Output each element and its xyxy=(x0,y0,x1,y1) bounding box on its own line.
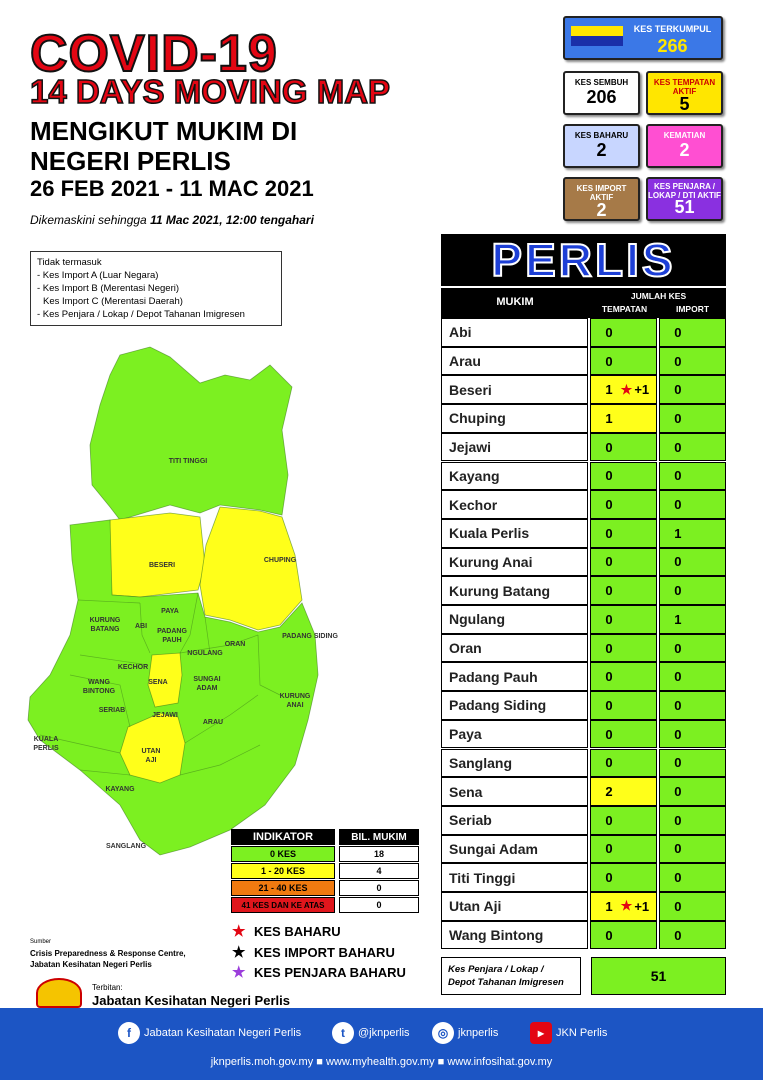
indicator-header-col2: BIL. MUKIM xyxy=(339,829,419,845)
map-label-kurung-anai-2: ANAI xyxy=(286,702,304,709)
stat-label: KES BAHARU xyxy=(574,131,629,140)
title-moving-map: 14 DAYS MOVING MAP xyxy=(30,73,391,110)
map-label-kurung-anai-1: KURUNG xyxy=(279,693,311,700)
col-mukim: MUKIM xyxy=(496,296,534,308)
indicator-header xyxy=(231,829,419,845)
mukim-name: Titi Tinggi xyxy=(441,863,588,892)
tempatan-value: 1 xyxy=(605,410,613,426)
import-cell: 1 xyxy=(659,605,726,634)
tempatan-cell xyxy=(590,720,657,749)
stat-value: 51 xyxy=(674,197,695,217)
tempatan-value: 0 xyxy=(605,755,613,771)
source-label: Sumber xyxy=(30,939,52,945)
title-covid: COVID-19 xyxy=(30,25,278,83)
tempatan-value: 0 xyxy=(605,669,613,685)
table-row xyxy=(441,490,726,519)
date-range: 26 FEB 2021 - 11 MAC 2021 xyxy=(30,176,314,201)
map-label-titi-tinggi: TITI TINGGI xyxy=(168,458,208,465)
indicator-row xyxy=(231,880,419,896)
stat-kes-baharu xyxy=(563,124,640,168)
exclusion-item: - Kes Penjara / Lokap / Depot Tahanan Imigresen xyxy=(37,309,245,320)
youtube-icon: ▶ xyxy=(530,1022,552,1044)
new-case-value: +1 xyxy=(634,898,650,914)
mukim-name: Utan Aji xyxy=(441,892,588,921)
import-cell: 0 xyxy=(659,462,726,491)
map-label-padang-siding: PADANG SIDING xyxy=(282,633,338,640)
exclusion-item: Kes Import C (Merentasi Daerah) xyxy=(43,296,183,307)
table-row xyxy=(441,375,726,404)
source-line1: Crisis Preparedness & Response Centre, xyxy=(30,949,186,958)
map-label-chuping: CHUPING xyxy=(263,557,297,564)
subtitle-line1: MENGIKUT MUKIM DI xyxy=(30,116,298,146)
map-label-arau: ARAU xyxy=(202,719,224,726)
tempatan-cell xyxy=(590,777,657,806)
import-cell: 0 xyxy=(659,720,726,749)
published-label: Terbitan: xyxy=(92,983,123,992)
table-row xyxy=(441,605,726,634)
legend-label: KES IMPORT BAHARU xyxy=(254,944,395,960)
stat-label: KES TEMPATAN AKTIF xyxy=(653,78,716,96)
flag-stripe-yellow xyxy=(571,26,623,36)
footer-instagram[interactable] xyxy=(432,1022,498,1044)
mukim-name: Sungai Adam xyxy=(441,835,588,864)
tempatan-value: 2 xyxy=(605,784,613,800)
map-label-oran: ORAN xyxy=(224,641,246,648)
tempatan-cell xyxy=(590,404,657,433)
mukim-name: Jejawi xyxy=(441,433,588,462)
mukim-name: Beseri xyxy=(441,375,588,404)
footer-youtube[interactable] xyxy=(530,1022,607,1044)
legend-label: KES BAHARU xyxy=(254,923,341,939)
map-region-beseri xyxy=(108,513,205,597)
stat-kes-import-aktif xyxy=(563,177,640,221)
source-block xyxy=(30,937,186,970)
star-icon: ★ xyxy=(232,944,246,961)
table-row xyxy=(441,662,726,691)
star-icon: ★ xyxy=(232,923,246,940)
tempatan-cell xyxy=(590,375,657,404)
tempatan-cell xyxy=(590,576,657,605)
map-label-seriab: SERIAB xyxy=(98,707,126,714)
source-line2: Jabatan Kesihatan Negeri Perlis xyxy=(30,960,152,969)
table-row xyxy=(441,433,726,462)
import-cell: 0 xyxy=(659,863,726,892)
mukim-name: Paya xyxy=(441,720,588,749)
import-cell: 0 xyxy=(659,835,726,864)
import-cell: 1 xyxy=(659,519,726,548)
tempatan-value: 0 xyxy=(605,611,613,627)
mukim-name: Wang Bintong xyxy=(441,921,588,950)
state-crest-icon xyxy=(36,978,82,1008)
stat-value: 206 xyxy=(586,87,617,107)
perlis-map xyxy=(20,335,380,875)
mukim-name: Kechor xyxy=(441,490,588,519)
map-label-sanglang: SANGLANG xyxy=(105,843,147,850)
tempatan-cell xyxy=(590,806,657,835)
state-name: PERLIS xyxy=(491,234,676,286)
penjara-label-2: Depot Tahanan Imigresen xyxy=(448,977,564,988)
published-by: Jabatan Kesihatan Negeri Perlis xyxy=(92,993,290,1008)
indicator-count: 0 xyxy=(339,880,419,896)
mukim-name: Padang Pauh xyxy=(441,662,588,691)
tempatan-value: 0 xyxy=(605,324,613,340)
table-row xyxy=(441,806,726,835)
table-row xyxy=(441,519,726,548)
flag-stripe-blue xyxy=(571,36,623,46)
legend-kes-import-baharu xyxy=(232,943,395,961)
star-icon: ★ xyxy=(232,964,246,981)
col-import: IMPORT xyxy=(675,304,710,314)
footer xyxy=(0,1008,763,1080)
map-label-sena: SENA xyxy=(148,679,168,686)
table-row xyxy=(441,892,726,921)
tempatan-cell xyxy=(590,863,657,892)
map-region-chuping xyxy=(200,507,302,630)
import-cell: 0 xyxy=(659,662,726,691)
tempatan-cell xyxy=(590,921,657,950)
stat-kes-penjara xyxy=(646,177,723,221)
tempatan-cell xyxy=(590,835,657,864)
footer-twitter-label: @jknperlis xyxy=(358,1027,410,1039)
tempatan-value: 0 xyxy=(605,640,613,656)
exclusions-box xyxy=(30,251,282,326)
tempatan-cell xyxy=(590,749,657,778)
import-cell: 0 xyxy=(659,375,726,404)
stat-value: 2 xyxy=(679,140,690,160)
table-row xyxy=(441,749,726,778)
table-row xyxy=(441,634,726,663)
import-cell: 0 xyxy=(659,749,726,778)
mukim-name: Sena xyxy=(441,777,588,806)
table-row xyxy=(441,720,726,749)
import-cell: 0 xyxy=(659,634,726,663)
stat-label: KEMATIAN xyxy=(663,131,706,140)
table-row xyxy=(441,777,726,806)
mukim-name: Arau xyxy=(441,347,588,376)
table-row xyxy=(441,318,726,347)
mukim-name: Kurung Anai xyxy=(441,548,588,577)
stat-label: KES PENJARA / LOKAP / DTI AKTIF xyxy=(648,182,721,200)
penjara-value-cell: 51 xyxy=(591,957,726,995)
footer-twitter[interactable] xyxy=(332,1022,410,1044)
map-label-utan-aji-2: AJI xyxy=(145,757,157,764)
map-label-padang-pauh-1: PADANG xyxy=(157,628,187,635)
table-row xyxy=(441,921,726,950)
import-cell: 0 xyxy=(659,806,726,835)
legend-label: KES PENJARA BAHARU xyxy=(254,964,406,980)
tempatan-value: 0 xyxy=(605,583,613,599)
indicator-count: 18 xyxy=(339,846,419,862)
mukim-name: Abi xyxy=(441,318,588,347)
stat-label: KES SEMBUH xyxy=(574,78,629,87)
map-label-kayang: KAYANG xyxy=(105,786,135,793)
import-cell: 0 xyxy=(659,347,726,376)
tempatan-value: 0 xyxy=(605,468,613,484)
tempatan-value: 0 xyxy=(605,525,613,541)
map-label-kuala-perlis-2: PERLIS xyxy=(33,745,59,752)
map-label-wang-bintong-1: WANG xyxy=(88,679,110,686)
tempatan-cell xyxy=(590,433,657,462)
indicator-count: 4 xyxy=(339,863,419,879)
mukim-name: Seriab xyxy=(441,806,588,835)
map-label-abi: ABI xyxy=(134,623,148,630)
penjara-label-1: Kes Penjara / Lokap / xyxy=(448,964,544,975)
tempatan-value: 0 xyxy=(605,439,613,455)
table-row xyxy=(441,347,726,376)
stat-label: KES TERKUMPUL xyxy=(633,24,712,34)
table-row xyxy=(441,835,726,864)
import-cell: 0 xyxy=(659,433,726,462)
footer-facebook-label: Jabatan Kesihatan Negeri Perlis xyxy=(144,1027,302,1039)
tempatan-cell xyxy=(590,662,657,691)
map-label-wang-bintong-2: BINTONG xyxy=(82,688,116,695)
map-region-green xyxy=(90,347,292,520)
stat-kes-tempatan-aktif xyxy=(646,71,723,115)
indicator-label: 1 - 20 KES xyxy=(231,863,335,879)
import-cell: 0 xyxy=(659,691,726,720)
tempatan-value: 0 xyxy=(605,697,613,713)
col-jumlah-kes: JUMLAH KES xyxy=(630,291,687,301)
stat-value: 2 xyxy=(596,140,607,160)
indicator-row xyxy=(231,846,419,862)
map-label-kurung-batang-1: KURUNG xyxy=(89,617,121,624)
indicator-label: 41 KES DAN KE ATAS xyxy=(231,897,335,913)
import-cell: 0 xyxy=(659,490,726,519)
map-label-sungai-adam-1: SUNGAI xyxy=(193,676,221,683)
facebook-icon: f xyxy=(118,1022,140,1044)
table-row xyxy=(441,548,726,577)
stat-kematian xyxy=(646,124,723,168)
tempatan-value: 1 xyxy=(605,382,613,398)
tempatan-cell xyxy=(590,519,657,548)
table-row xyxy=(441,462,726,491)
import-cell: 0 xyxy=(659,921,726,950)
tempatan-value: 0 xyxy=(605,927,613,943)
tempatan-cell xyxy=(590,634,657,663)
tempatan-value: 0 xyxy=(605,870,613,886)
stat-value: 2 xyxy=(596,200,607,220)
penjara-label-cell xyxy=(441,957,581,995)
updated-note: Dikemaskini sehingga 11 Mac 2021, 12:00 tengahari xyxy=(30,213,314,227)
tempatan-value: 0 xyxy=(605,353,613,369)
mukim-name: Kurung Batang xyxy=(441,576,588,605)
mukim-name: Oran xyxy=(441,634,588,663)
stat-kes-sembuh xyxy=(563,71,640,115)
tempatan-cell xyxy=(590,548,657,577)
star-icon: ★ xyxy=(620,381,633,397)
import-cell: 0 xyxy=(659,404,726,433)
new-case-value: +1 xyxy=(634,382,650,398)
table-row xyxy=(441,404,726,433)
tempatan-value: 0 xyxy=(605,726,613,742)
indicator-header-col1: INDIKATOR xyxy=(231,829,335,845)
footer-facebook[interactable] xyxy=(118,1022,301,1044)
tempatan-value: 1 xyxy=(605,898,613,914)
table-header xyxy=(441,288,726,318)
import-cell: 0 xyxy=(659,576,726,605)
state-header xyxy=(441,234,726,286)
footer-youtube-label: JKN Perlis xyxy=(556,1027,608,1039)
col-tempatan: TEMPATAN xyxy=(601,304,648,314)
tempatan-cell xyxy=(590,490,657,519)
title-subtitle xyxy=(30,116,297,176)
import-cell: 0 xyxy=(659,892,726,921)
mukim-name: Chuping xyxy=(441,404,588,433)
map-label-beseri: BESERI xyxy=(148,562,176,569)
import-cell: 0 xyxy=(659,777,726,806)
map-label-sungai-adam-2: ADAM xyxy=(196,685,218,692)
twitter-icon: t xyxy=(332,1022,354,1044)
map-label-kuala-perlis-1: KUALA xyxy=(33,736,59,743)
indicator-row xyxy=(231,897,419,913)
tempatan-value: 0 xyxy=(605,497,613,513)
tempatan-value: 0 xyxy=(605,554,613,570)
mukim-name: Ngulang xyxy=(441,605,588,634)
map-label-kurung-batang-2: BATANG xyxy=(90,626,120,633)
stat-kes-terkumpul xyxy=(563,16,723,60)
map-label-ngulang: NGULANG xyxy=(187,650,223,657)
map-label-paya: PAYA xyxy=(161,608,179,615)
stat-value: 266 xyxy=(657,36,688,56)
map-label-padang-pauh-2: PAUH xyxy=(162,637,182,644)
tempatan-cell xyxy=(590,347,657,376)
exclusions-heading: Tidak termasuk xyxy=(37,257,102,268)
tempatan-cell xyxy=(590,691,657,720)
table-row xyxy=(441,863,726,892)
instagram-icon: ◎ xyxy=(432,1022,454,1044)
table-row xyxy=(441,576,726,605)
import-cell: 0 xyxy=(659,548,726,577)
map-label-utan-aji-1: UTAN xyxy=(141,748,161,755)
table-row xyxy=(441,691,726,720)
map-label-jejawi: JEJAWI xyxy=(152,712,178,719)
import-cell: 0 xyxy=(659,318,726,347)
mukim-name: Sanglang xyxy=(441,749,588,778)
stat-value: 5 xyxy=(679,94,690,114)
legend-kes-penjara-baharu xyxy=(232,963,406,981)
indicator-label: 0 KES xyxy=(231,846,335,862)
map-label-kechor: KECHOR xyxy=(117,664,149,671)
mukim-name: Kuala Perlis xyxy=(441,519,588,548)
tempatan-cell xyxy=(590,892,657,921)
footer-links[interactable]: jknperlis.moh.gov.my ■ www.myhealth.gov.my ■ www.infosihat.gov.my xyxy=(210,1056,553,1068)
star-icon: ★ xyxy=(620,898,633,914)
indicator-table xyxy=(231,829,419,914)
exclusion-item: - Kes Import A (Luar Negara) xyxy=(37,270,159,281)
tempatan-cell xyxy=(590,462,657,491)
legend-kes-baharu xyxy=(232,922,341,940)
indicator-row xyxy=(231,863,419,879)
tempatan-value: 0 xyxy=(605,812,613,828)
indicator-label: 21 - 40 KES xyxy=(231,880,335,896)
stat-label: KES IMPORT AKTIF xyxy=(576,184,627,202)
indicator-count: 0 xyxy=(339,897,419,913)
subtitle-line2: NEGERI PERLIS xyxy=(30,146,231,176)
footer-instagram-label: jknperlis xyxy=(458,1027,499,1039)
mukim-name: Kayang xyxy=(441,462,588,491)
tempatan-cell xyxy=(590,318,657,347)
mukim-name: Padang Siding xyxy=(441,691,588,720)
exclusion-item: - Kes Import B (Merentasi Negeri) xyxy=(37,283,180,294)
tempatan-cell xyxy=(590,605,657,634)
tempatan-value: 0 xyxy=(605,841,613,857)
